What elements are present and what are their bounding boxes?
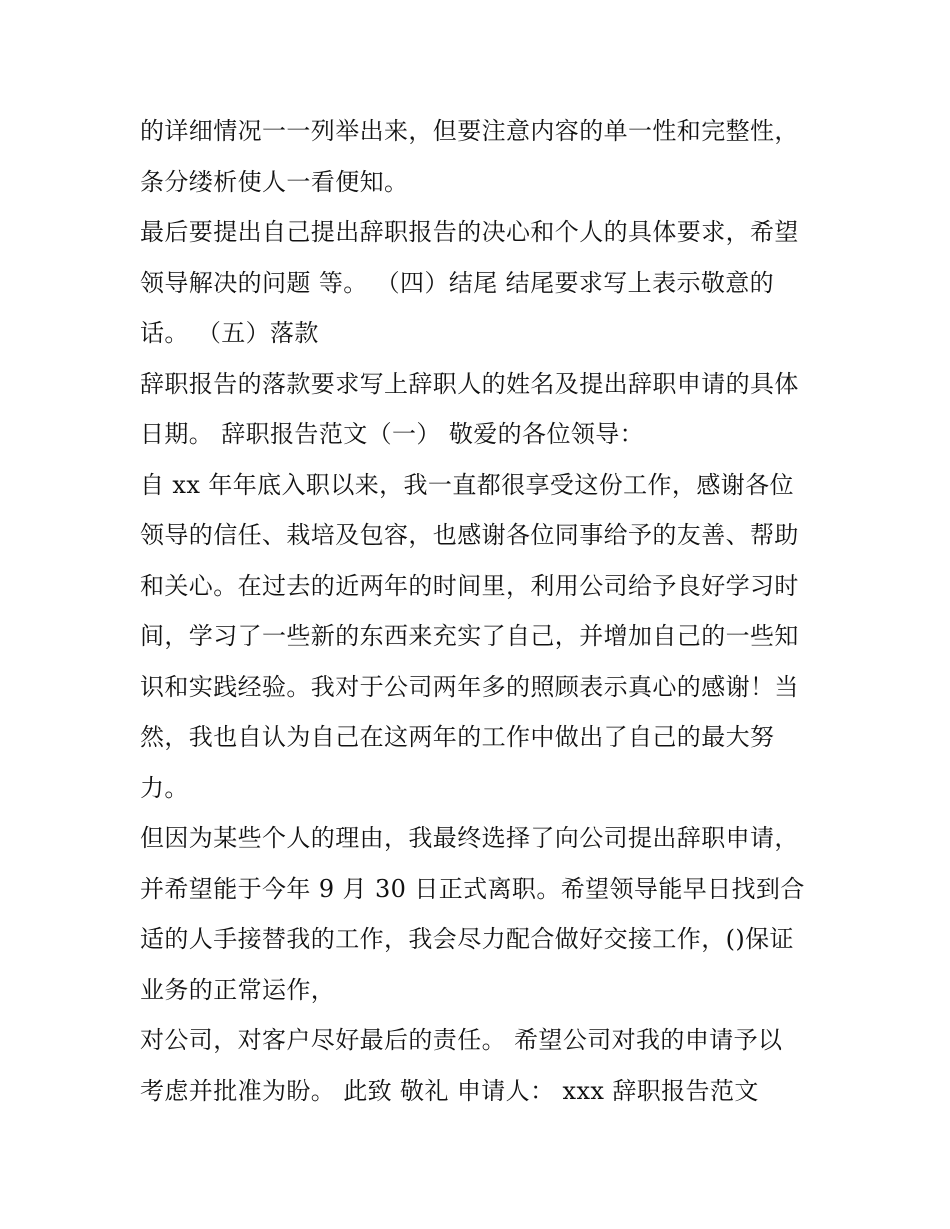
text-line: 识和实践经验。我对于公司两年多的照顾表示真心的感谢！当: [140, 672, 799, 701]
document-body: [140, 106, 830, 1116]
text-line: 业务的正常运作，: [140, 975, 336, 1004]
text-line: 辞职报告的落款要求写上辞职人的姓名及提出辞职申请的具体: [140, 369, 799, 398]
text-line: 对公司，对客户尽好最后的责任。 希望公司对我的申请予以: [140, 1026, 783, 1054]
text-line: 的详细情况一一列举出来，但要注意内容的单一性和完整性，: [140, 117, 799, 145]
text-line: 但因为某些个人的理由，我最终选择了向公司提出辞职申请，: [140, 824, 799, 852]
text-line: 适的人手接替我的工作，我会尽力配合做好交接工作，()保证: [140, 925, 794, 953]
text-line: 然，我也自认为自己在这两年的工作中做出了自己的最大努: [140, 723, 775, 751]
text-line: 和关心。在过去的近两年的时间里，利用公司给予良好学习时: [140, 571, 799, 600]
text-line: 话。 （五）落款: [140, 319, 319, 347]
text-line: 考虑并批准为盼。 此致 敬礼 申请人： xxx 辞职报告范文: [140, 1076, 759, 1105]
text-line: 并希望能于今年 9 月 30 日正式离职。希望领导能早日找到合: [140, 874, 805, 903]
text-line: 日期。 辞职报告范文（一） 敬爱的各位领导：: [140, 420, 645, 448]
text-line: 自 xx 年年底入职以来，我一直都很享受这份工作，感谢各位: [140, 470, 794, 499]
text-line: 条分缕析使人一看便知。: [140, 167, 409, 196]
text-line: 力。: [140, 773, 189, 802]
text-line: 领导解决的问题 等。 （四）结尾 结尾要求写上表示敬意的: [140, 268, 775, 297]
text-line: 间，学习了一些新的东西来充实了自己，并增加自己的一些知: [140, 622, 799, 650]
text-line: 最后要提出自己提出辞职报告的决心和个人的具体要求，希望: [140, 218, 799, 246]
text-line: 领导的信任、栽培及包容，也感谢各位同事给予的友善、帮助: [140, 521, 799, 549]
